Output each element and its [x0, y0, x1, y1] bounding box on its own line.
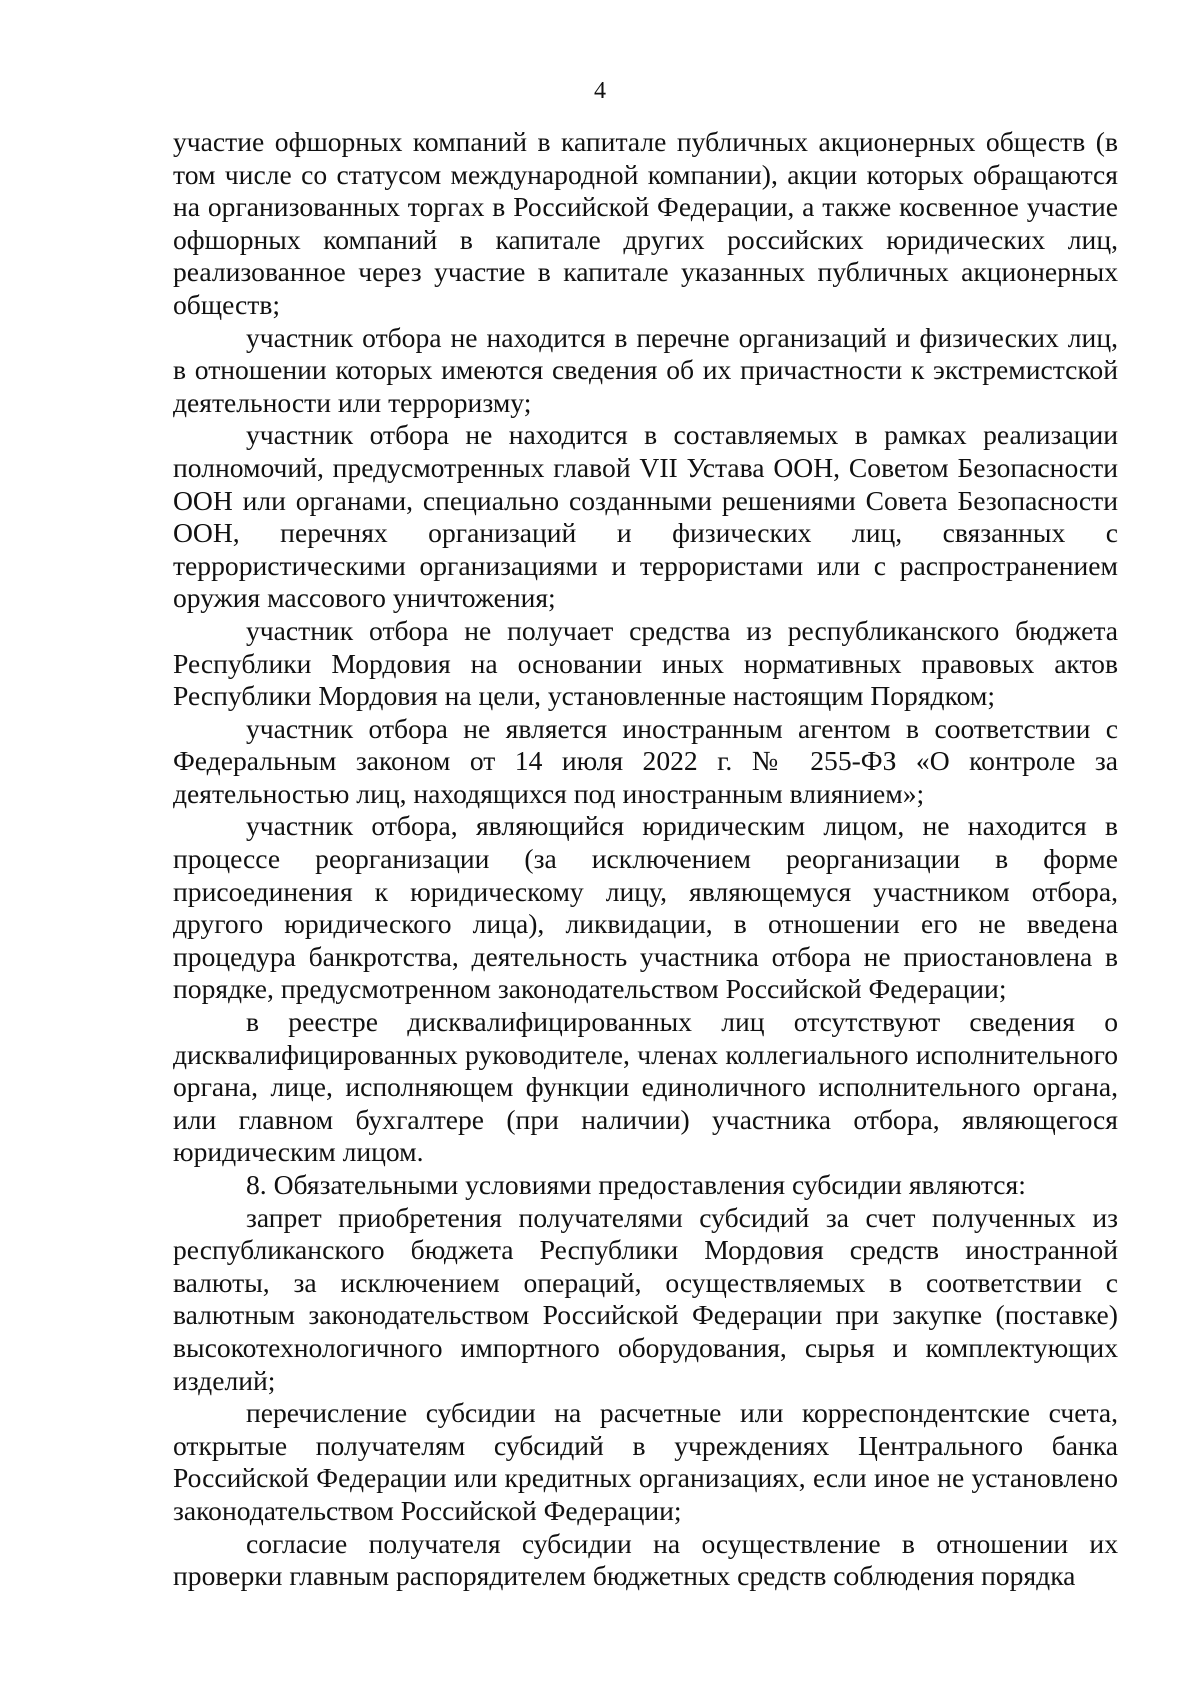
- paragraph-currency-ban: запрет приобретения получателями субсидий за счет полученных из республиканского бюджета Республики Мордовия средств иностранной валюты, за исключением операций, осуществляемых в соответствии с валютным законодательством Российской Федерации при закупке (поставке) высокотехнологичного импортного оборудования, сырья и комплектующих изделий;: [173, 1201, 1118, 1396]
- paragraph-offshore-participation: участие офшорных компаний в капитале публичных акционерных обществ (в том числе со статусом международной компании), акции которых обращаются на организованных торгах в Российской Федерации, а также косвенное участие офшорных компаний в капитале других российских юридических лиц, реализованное через участие в капитале указанных публичных акционерных обществ;: [173, 126, 1118, 320]
- paragraph-disqualified-persons: в реестре дисквалифицированных лиц отсутствуют сведения о дисквалифицированных руководителе, членах коллегиального исполнительного органа, лице, исполняющем функции единоличного исполнительного органа, или главном бухгалтере (при наличии) участника отбора, являющегося юридическим лицом.: [173, 1006, 1118, 1168]
- paragraph-inspection-consent: согласие получателя субсидии на осуществление в отношении их проверки главным распорядителем бюджетных средств соблюдения порядка: [173, 1527, 1118, 1592]
- paragraph-foreign-agent: участник отбора не является иностранным агентом в соответствии с Федеральным законом от 14 июля 2022 г. № 255-ФЗ «О контроле за деятельностью лиц, находящихся под иностранным влиянием»;: [173, 712, 1118, 809]
- paragraph-reorganization: участник отбора, являющийся юридическим лицом, не находится в процессе реорганизации (за исключением реорганизации в форме присоединения к юридическому лицу, являющемуся участником отбора, другого юридического лица), ликвидации, в отношении его не введена процедура банкротства, деятельность участника отбора не приостановлена в порядке, предусмотренном законодательством Российской Федерации;: [173, 810, 1118, 1005]
- paragraph-transfer-accounts: перечисление субсидии на расчетные или корреспондентские счета, открытые получателям субсидий в учреждениях Центрального банка Российской Федерации или кредитных организациях, если иное не установлено законодательством Российской Федерации;: [173, 1397, 1118, 1526]
- paragraph-section-8-heading: 8. Обязательными условиями предоставления субсидии являются:: [246, 1169, 1026, 1200]
- paragraph-no-other-budget-funds: участник отбора не получает средства из республиканского бюджета Республики Мордовия на основании иных нормативных правовых актов Республики Мордовия на цели, установленные настоящим Порядком;: [173, 614, 1118, 712]
- page-number: 4: [594, 78, 606, 104]
- paragraph-extremism-list: участник отбора не находится в перечне организаций и физических лиц, в отношении которых имеются сведения об их причастности к экстремистской деятельности или терроризму;: [173, 321, 1118, 418]
- document-body: [173, 126, 1118, 1593]
- paragraph-un-sanctions-list: участник отбора не находится в составляемых в рамках реализации полномочий, предусмотренных главой VII Устава ООН, Советом Безопасности ООН или органами, специально созданными решениями Совета Безопасности ООН, перечнях организаций и физических лиц, связанных с террористическими организациями и террористами или с распространением оружия массового уничтожения;: [173, 419, 1118, 614]
